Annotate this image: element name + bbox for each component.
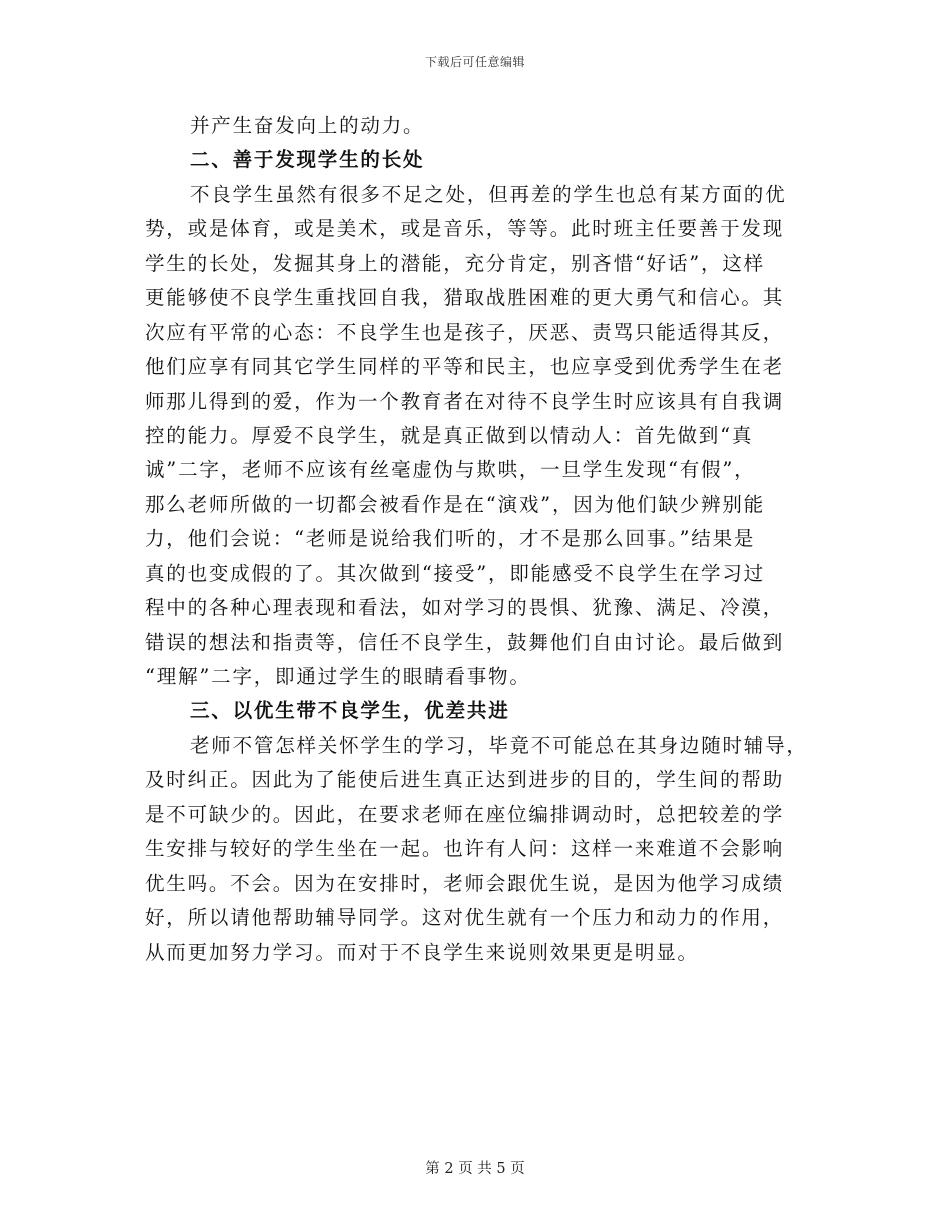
page-header: 下载后可任意编辑 [424,55,525,69]
text-line: “理解”二字，即通过学生的眼睛看事物。 [145,665,531,688]
text-line: 并产生奋发向上的动力。 [190,114,425,137]
text-line: 师那儿得到的爱，作为一个教育者在对待不良学生时应该具有自我调 [145,389,785,413]
text-line: 生安排与较好的学生坐在一起。也许有人问：这样一来难道不会影响 [145,837,785,861]
text-line: 诚”二字，老师不应该有丝毫虚伪与欺哄，一旦学生发现“有假”， [145,458,756,482]
text-line: 次应有平常的心态：不良学生也是孩子，厌恶、责骂只能适得其反， [145,320,785,344]
text-line: 那么老师所做的一切都会被看作是在“演戏”，因为他们缺少辨别能 [145,492,765,516]
text-line: 不良学生虽然有很多不足之处，但再差的学生也总有某方面的优 [190,182,787,206]
text-line: 优生吗。不会。因为在安排时，老师会跟优生说，是因为他学习成绩 [145,871,785,895]
text-line: 老师不管怎样关怀学生的学习，毕竟不可能总在其身边随时辅导， [190,733,808,757]
document-body [145,109,808,970]
text-line: 程中的各种心理表现和看法，如对学习的畏惧、犹豫、满足、冷漠， [145,596,785,620]
text-line: 他们应享有同其它学生同样的平等和民主，也应享受到优秀学生在老 [145,355,785,379]
section-heading: 三、以优生带不良学生，优差共进 [190,699,510,723]
text-line: 是不可缺少的。因此，在要求老师在座位编排调动时，总把较差的学 [145,802,785,826]
page-footer: 第 2 页 共 5 页 [425,1161,525,1177]
text-line: 势，或是体育，或是美术，或是音乐，等等。此时班主任要善于发现 [145,217,785,241]
text-line: 错误的想法和指责等，信任不良学生，鼓舞他们自由讨论。最后做到 [145,630,785,654]
text-line: 及时纠正。因此为了能使后进生真正达到进步的目的，学生间的帮助 [145,768,785,792]
text-line: 真的也变成假的了。其次做到“接受”，即能感受不良学生在学习过 [145,561,765,585]
text-line: 好，所以请他帮助辅导同学。这对优生就有一个压力和动力的作用， [145,906,785,930]
text-line: 控的能力。厚爱不良学生，就是真正做到以情动人：首先做到“真 [145,423,754,447]
text-line: 从而更加努力学习。而对于不良学生来说则效果更是明显。 [145,940,699,964]
text-line: 更能够使不良学生重找回自我，猎取战胜困难的更大勇气和信心。其 [145,286,785,310]
text-line: 力，他们会说：“老师是说给我们听的，才不是那么回事。”结果是 [145,527,756,551]
section-heading: 二、善于发现学生的长处 [190,148,425,172]
text-line: 学生的长处，发掘其身上的潜能，充分肯定，别吝惜“好话”，这样 [145,251,765,275]
